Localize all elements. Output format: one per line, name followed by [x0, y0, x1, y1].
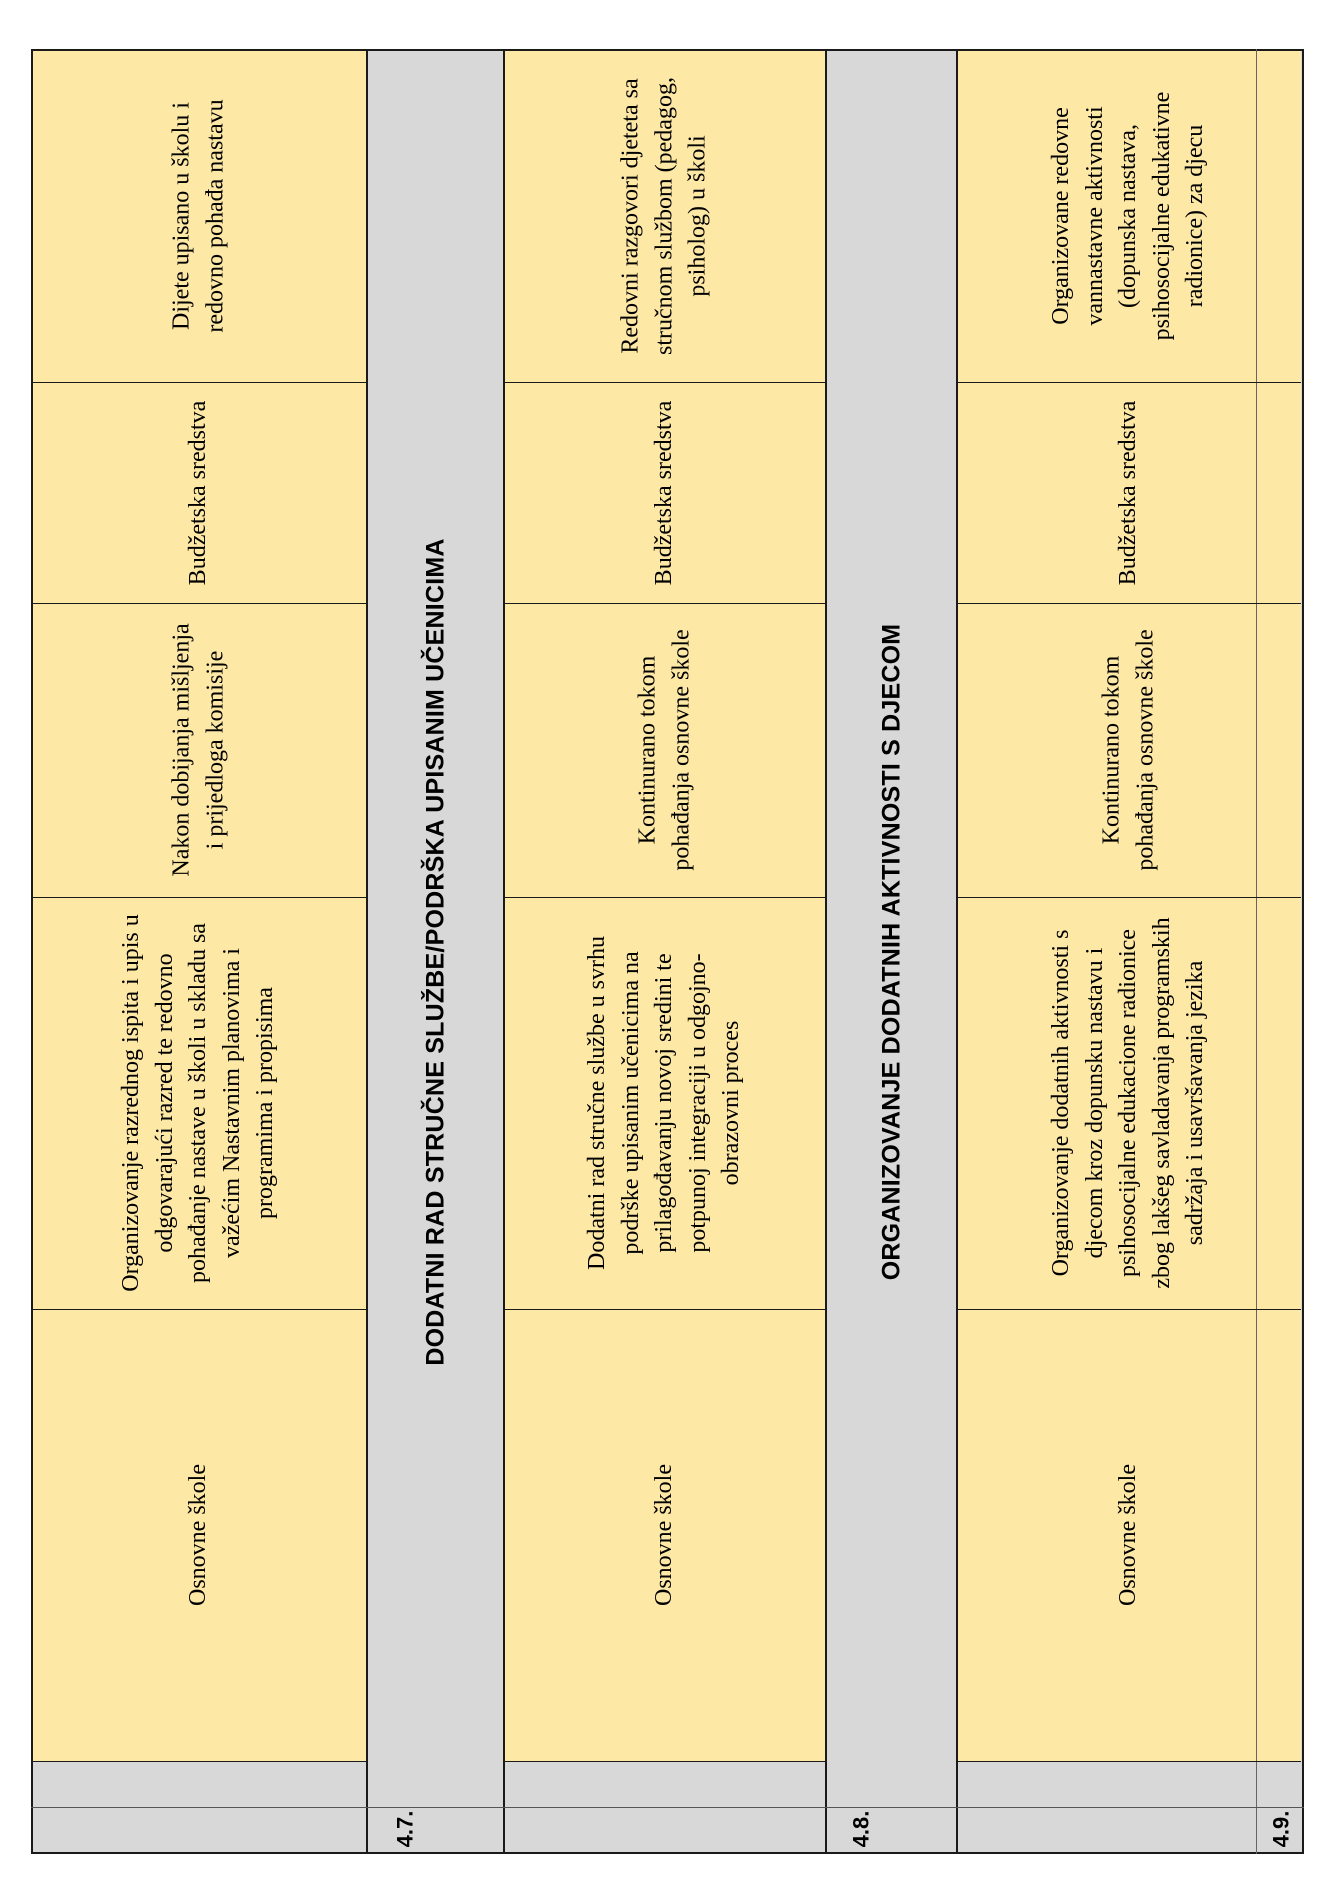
- grid-line: [504, 1309, 826, 1310]
- indicator-cell: [504, 49, 826, 382]
- grid-line: [31, 603, 367, 604]
- grid-line: [503, 49, 505, 1854]
- funding-cell: [31, 382, 367, 603]
- grid-line: [31, 1309, 367, 1310]
- funding-text: Budžetska sredstva: [651, 400, 678, 585]
- grid-line: [366, 49, 368, 1854]
- grid-line: [957, 1309, 1301, 1310]
- section-number: 4.9.: [1268, 1810, 1294, 1848]
- timeline-text: Kontinurano tokom pohađanja osnovne škole: [1098, 629, 1158, 871]
- activity-cell: [504, 897, 826, 1309]
- indicator-text: Redovni razgovori djeteta sa stručnom službom (pedagog, psiholog) u školi: [617, 76, 711, 355]
- indicator-text: Dijete upisano u školu i redovno pohađa nastavu: [168, 98, 228, 333]
- grid-line: [504, 897, 826, 898]
- grid-line: [31, 382, 367, 383]
- grid-line: [1302, 49, 1304, 1854]
- implementer-text: Osnovne škole: [1115, 1464, 1142, 1606]
- row-prev-cells: [31, 49, 367, 1761]
- timeline-cell: [957, 603, 1301, 897]
- section-number: 4.8.: [848, 1810, 874, 1848]
- grid-line: [504, 382, 826, 383]
- grid-line: [957, 382, 1301, 383]
- section-title: ORGANIZOVANJE DODATNIH AKTIVNOSTI S DJECOM: [877, 623, 905, 1280]
- grid-line: [504, 1761, 826, 1762]
- row-4-7-cells: [504, 49, 826, 1761]
- grid-line: [1256, 49, 1257, 1854]
- grid-line: [957, 603, 1301, 604]
- grid-line: [957, 897, 1301, 898]
- indicator-text: Organizovane redovne vannastavne aktivnosti (dopunska nastava, psihosocijalne edukativne radionice) za djecu: [1048, 91, 1209, 340]
- funding-text: Budžetska sredstva: [1115, 400, 1142, 585]
- section-4-8-banner: [826, 49, 957, 1854]
- implementer-cell: [31, 1309, 367, 1761]
- section-title: DODATNI RAD STRUČNE SLUŽBE/PODRŠKA UPISANIM UČENICIMA: [421, 537, 449, 1366]
- grid-line: [31, 1807, 1304, 1808]
- row-4-8-cells: [957, 49, 1301, 1761]
- funding-text: Budžetska sredstva: [185, 400, 212, 585]
- timeline-cell: [504, 603, 826, 897]
- activity-text: Organizovanje dodatnih aktivnosti s djecom kroz dopunsku nastavu i psihosocijalne edukacione radionice zbog lakšeg savladavanja programskih sadržaja i usavršavanja jezika: [1048, 917, 1209, 1289]
- timeline-text: Kontinurano tokom pohađanja osnovne škole: [634, 629, 694, 871]
- section-number: 4.7.: [392, 1810, 418, 1848]
- grid-line: [504, 603, 826, 604]
- section-4-7-banner: [367, 49, 504, 1854]
- timeline-text: Nakon dobijanja mišljenja i prijedloga komisije: [168, 623, 228, 877]
- indicator-cell: [957, 49, 1301, 382]
- grid-line: [956, 49, 958, 1854]
- implementer-text: Osnovne škole: [651, 1464, 678, 1606]
- indicator-cell: [31, 49, 367, 382]
- grid-line: [825, 49, 827, 1854]
- grid-line: [31, 49, 33, 1854]
- grid-line: [31, 897, 367, 898]
- activity-text: Dodatni rad stručne službe u svrhu podrške upisanim učenicima na prilagođavanju novoj sredini te potpunoj integraciji u odgojno-obrazovni proces: [584, 936, 745, 1270]
- timeline-cell: [31, 603, 367, 897]
- activity-cell: [31, 897, 367, 1309]
- implementer-text: Osnovne škole: [185, 1464, 212, 1606]
- funding-cell: [504, 382, 826, 603]
- action-plan-table: [31, 49, 1304, 1854]
- funding-cell: [957, 382, 1301, 603]
- implementer-cell: [957, 1309, 1301, 1761]
- activity-text: Organizovanje razrednog ispita i upis u odgovarajući razred te redovno pohađanje nastave u školi u skladu sa važećim Nastavnim planovima i programima i propisima: [118, 914, 279, 1292]
- grid-line: [31, 49, 1304, 51]
- activity-cell: [957, 897, 1301, 1309]
- grid-line: [31, 1852, 1304, 1854]
- implementer-cell: [504, 1309, 826, 1761]
- grid-line: [31, 1761, 367, 1762]
- grid-line: [957, 1761, 1301, 1762]
